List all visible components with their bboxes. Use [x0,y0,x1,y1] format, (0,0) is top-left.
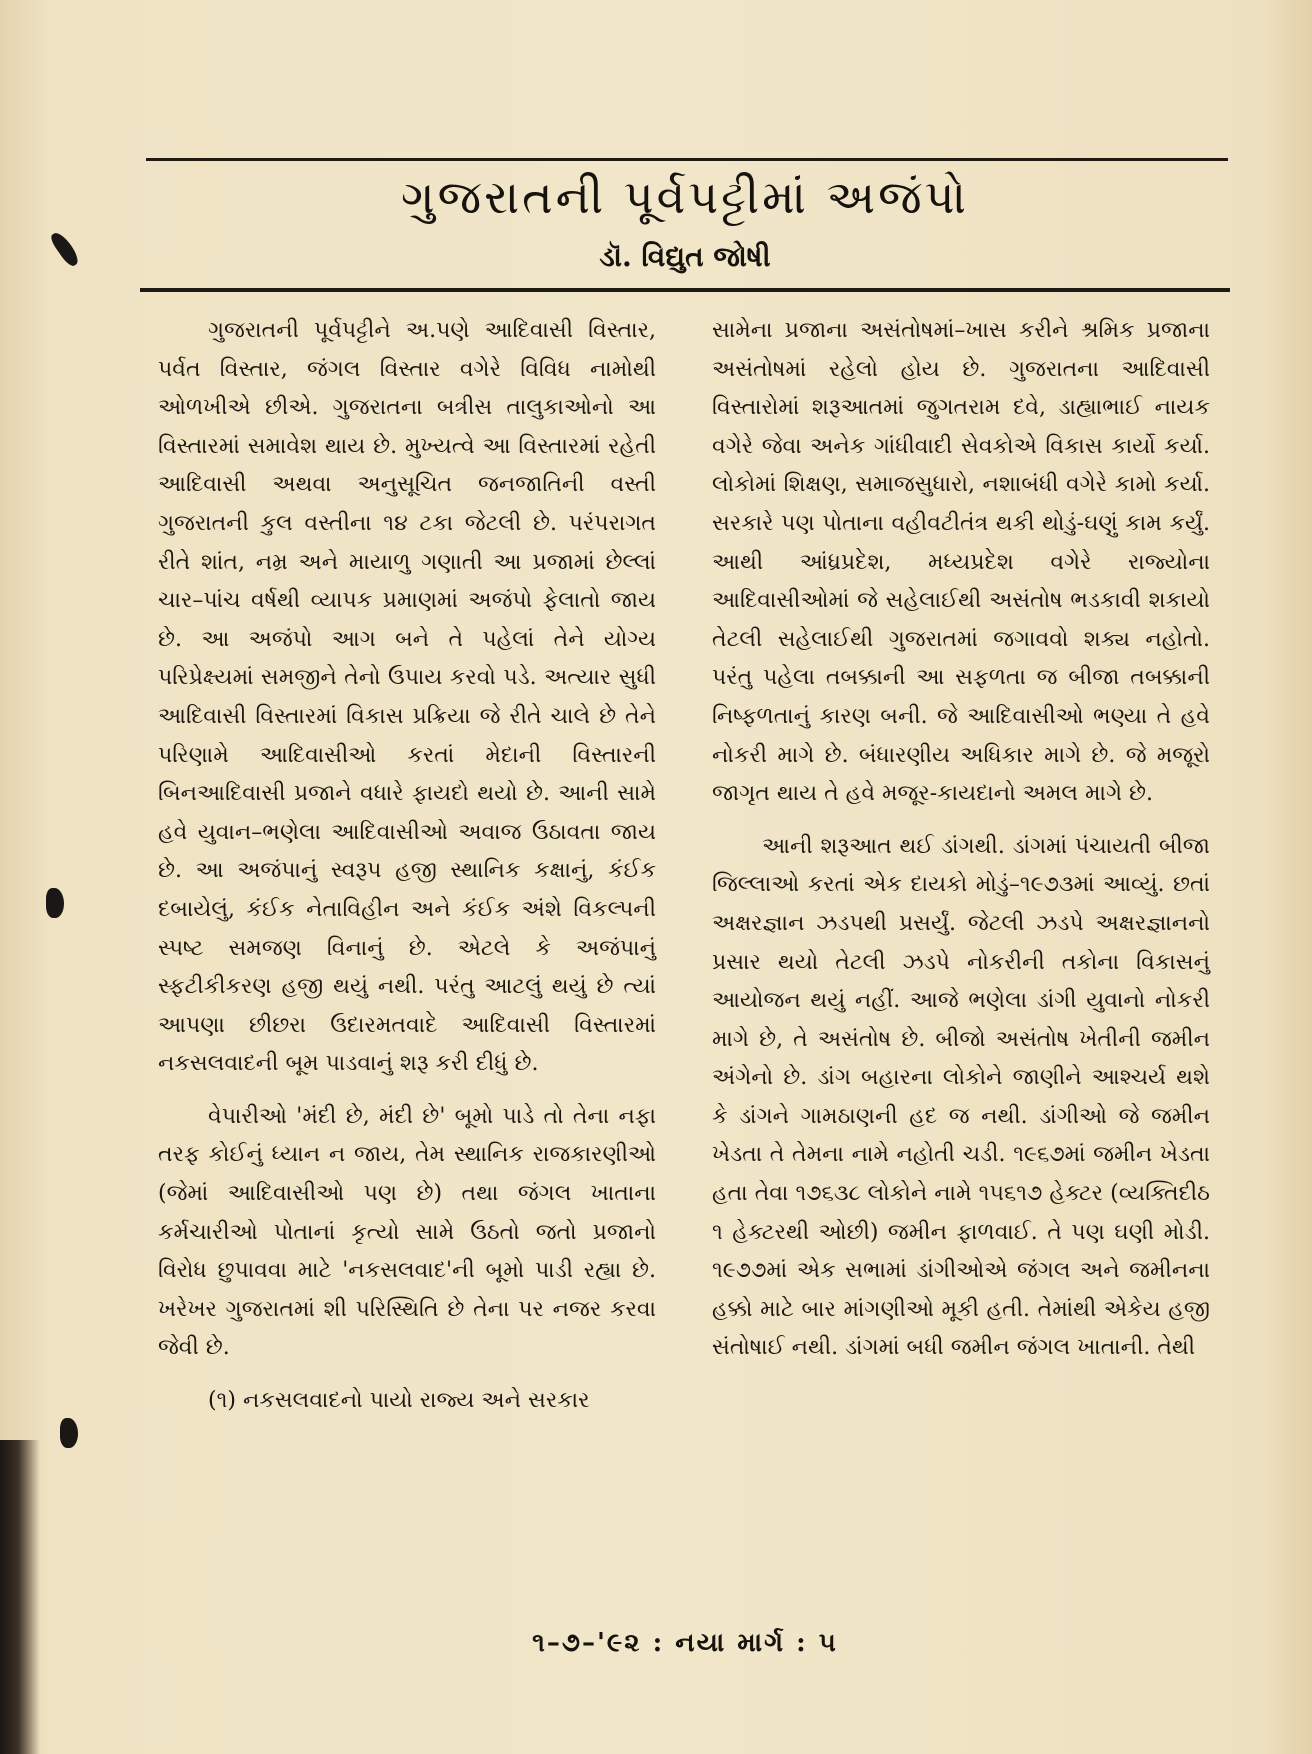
right-column [712,312,1210,1382]
paragraph: વેપારીઓ 'મંદી છે, મંદી છે' બૂમો પાડે તો તેના નફા તરફ કોઈનું ધ્યાન ન જાય, તેમ સ્થાનિક રાજકારણીઓ (જેમાં આદિવાસીઓ પણ છે) તથા જંગલ ખાતાના કર્મચારીઓ પોતાનાં કૃત્યો સામે ઉઠતો જતો પ્રજાનો વિરોધ છુપાવવા માટે 'નકસલવાદ'ની બૂમો પાડી રહ્યા છે. ખરેખર ગુજરાતમાં શી પરિસ્થિતિ છે તેના પર નજર કરવા જેવી છે. [158,1103,656,1361]
binding-hole [48,229,81,268]
header-rule [140,288,1230,292]
page-footer: ૧–૭–'૯૨ : નયા માર્ગ : ૫ [532,1628,838,1658]
paragraph: સામેના પ્રજાના અસંતોષમાં–ખાસ કરીને શ્રમિક પ્રજાના અસંતોષમાં રહેલો હોય છે. ગુજરાતના આદિવાસી વિસ્તારોમાં શરૂઆતમાં જુગતરામ દવે, ડાહ્યાભાઈ નાયક વગેરે જેવા અનેક ગાંધીવાદી સેવકોએ વિકાસ કાર્યો કર્યા. લોકોમાં શિક્ષણ, સમાજસુધારો, નશાબંધી વગેરે કામો કર્યા. સરકારે પણ પોતાના વહીવટીતંત્ર થકી થોડું-ઘણું કામ કર્યું. આથી આંધ્રપ્રદેશ, મધ્યપ્રદેશ વગેરે રાજ્યોના આદિવાસીઓમાં જે સહેલાઈથી અસંતોષ ભડકાવી શકાયો તેટલી સહેલાઈથી ગુજરાતમાં જગાવવો શક્ય નહોતો. પરંતુ પહેલા તબક્કાની આ સફળતા જ બીજા તબક્કાની નિષ્ફળતાનું કારણ બની. જે આદિવાસીઓ ભણ્યા તે હવે નોકરી માગે છે. બંધારણીય અધિકાર માગે છે. જે મજૂરો જાગૃત થાય તે હવે મજૂર-કાયદાનો અમલ માગે છે. [712,318,1210,807]
binding-hole [60,1418,78,1448]
paragraph: આની શરૂઆત થઈ ડાંગથી. ડાંગમાં પંચાયતી બીજા જિલ્લાઓ કરતાં એક દાયકો મોડું–૧૯૭૩માં આવ્યું. છતાં અક્ષરજ્ઞાન ઝડપથી પ્રસર્યું. જેટલી ઝડપે અક્ષરજ્ઞાનનો પ્રસાર થયો તેટલી ઝડપે નોકરીની તકોના વિકાસનું આયોજન થયું નહીં. આજે ભણેલા ડાંગી યુવાનો નોકરી માગે છે, તે અસંતોષ છે. બીજો અસંતોષ ખેતીની જમીન અંગેનો છે. ડાંગ બહારના લોકોને જાણીને આશ્ચર્ય થશે કે ડાંગને ગામઠાણની હદ જ નથી. ડાંગીઓ જે જમીન ખેડતા તે તેમના નામે નહોતી ચડી. ૧૯૬૭માં જમીન ખેડતા હતા તેવા ૧૭૬૩૮ લોકોને નામે ૧૫૬૧૭ હેક્ટર (વ્યક્તિદીઠ ૧ હેક્ટરથી ઓછી) જમીન ફાળવાઈ. તે પણ ઘણી મોડી. ૧૯૭૭માં એક સભામાં ડાંગીઓએ જંગલ અને જમીનના હક્કો માટે બાર માંગણીઓ મૂકી હતી. તેમાંથી એકેય હજી સંતોષાઈ નથી. ડાંગમાં બધી જમીન જંગલ ખાતાની. તેથી [712,833,1210,1361]
article-author: ડૉ. વિદ્યુત જોષી [599,240,771,273]
paragraph: (૧) નકસલવાદનો પાયો રાજ્ય અને સરકાર [208,1388,590,1414]
left-column [158,312,656,1435]
binding-hole [46,888,64,918]
top-rule [146,158,1228,161]
article-title: ગુજરાતની પૂર્વપટ્ટીમાં અજંપો [401,170,969,224]
paragraph: ગુજરાતની પૂર્વપટ્ટીને અ.પણે આદિવાસી વિસ્તાર, પર્વત વિસ્તાર, જંગલ વિસ્તાર વગેરે વિવિધ નામોથી ઓળખીએ છીએ. ગુજરાતના બત્રીસ તાલુકાઓનો આ વિસ્તારમાં સમાવેશ થાય છે. મુખ્યત્વે આ વિસ્તારમાં રહેતી આદિવાસી અથવા અનુસૂચિત જનજાતિની વસ્તી ગુજરાતની કુલ વસ્તીના ૧૪ ટકા જેટલી છે. પરંપરાગત રીતે શાંત, નમ્ર અને માયાળુ ગણાતી આ પ્રજામાં છેલ્લાં ચાર–પાંચ વર્ષથી વ્યાપક પ્રમાણમાં અજંપો ફેલાતો જાય છે. આ અજંપો આગ બને તે પહેલાં તેને યોગ્ય પરિપ્રેક્ષ્યમાં સમજીને તેનો ઉપાય કરવો પડે. અત્યાર સુધી આદિવાસી વિસ્તારમાં વિકાસ પ્રક્રિયા જે રીતે ચાલે છે તેને પરિણામે આદિવાસીઓ કરતાં મેદાની વિસ્તારની બિનઆદિવાસી પ્રજાને વધારે ફાયદો થયો છે. આની સામે હવે યુવાન–ભણેલા આદિવાસીઓ અવાજ ઉઠાવતા જાય છે. આ અજંપાનું સ્વરૂપ હજી સ્થાનિક કક્ષાનું, કંઈક દબાયેલું, કંઈક નેતાવિહીન અને કંઈક અંશે વિકલ્પની સ્પષ્ટ સમજણ વિનાનું છે. એટલે કે અજંપાનું સ્ફટીકીકરણ હજી થયું નથી. પરંતુ આટલું થયું છે ત્યાં આપણા છીછરા ઉદારમતવાદે આદિવાસી વિસ્તારમાં નકસલવાદની બૂમ પાડવાનું શરૂ કરી દીધું છે. [158,318,656,1077]
binding-shadow [0,1440,40,1754]
